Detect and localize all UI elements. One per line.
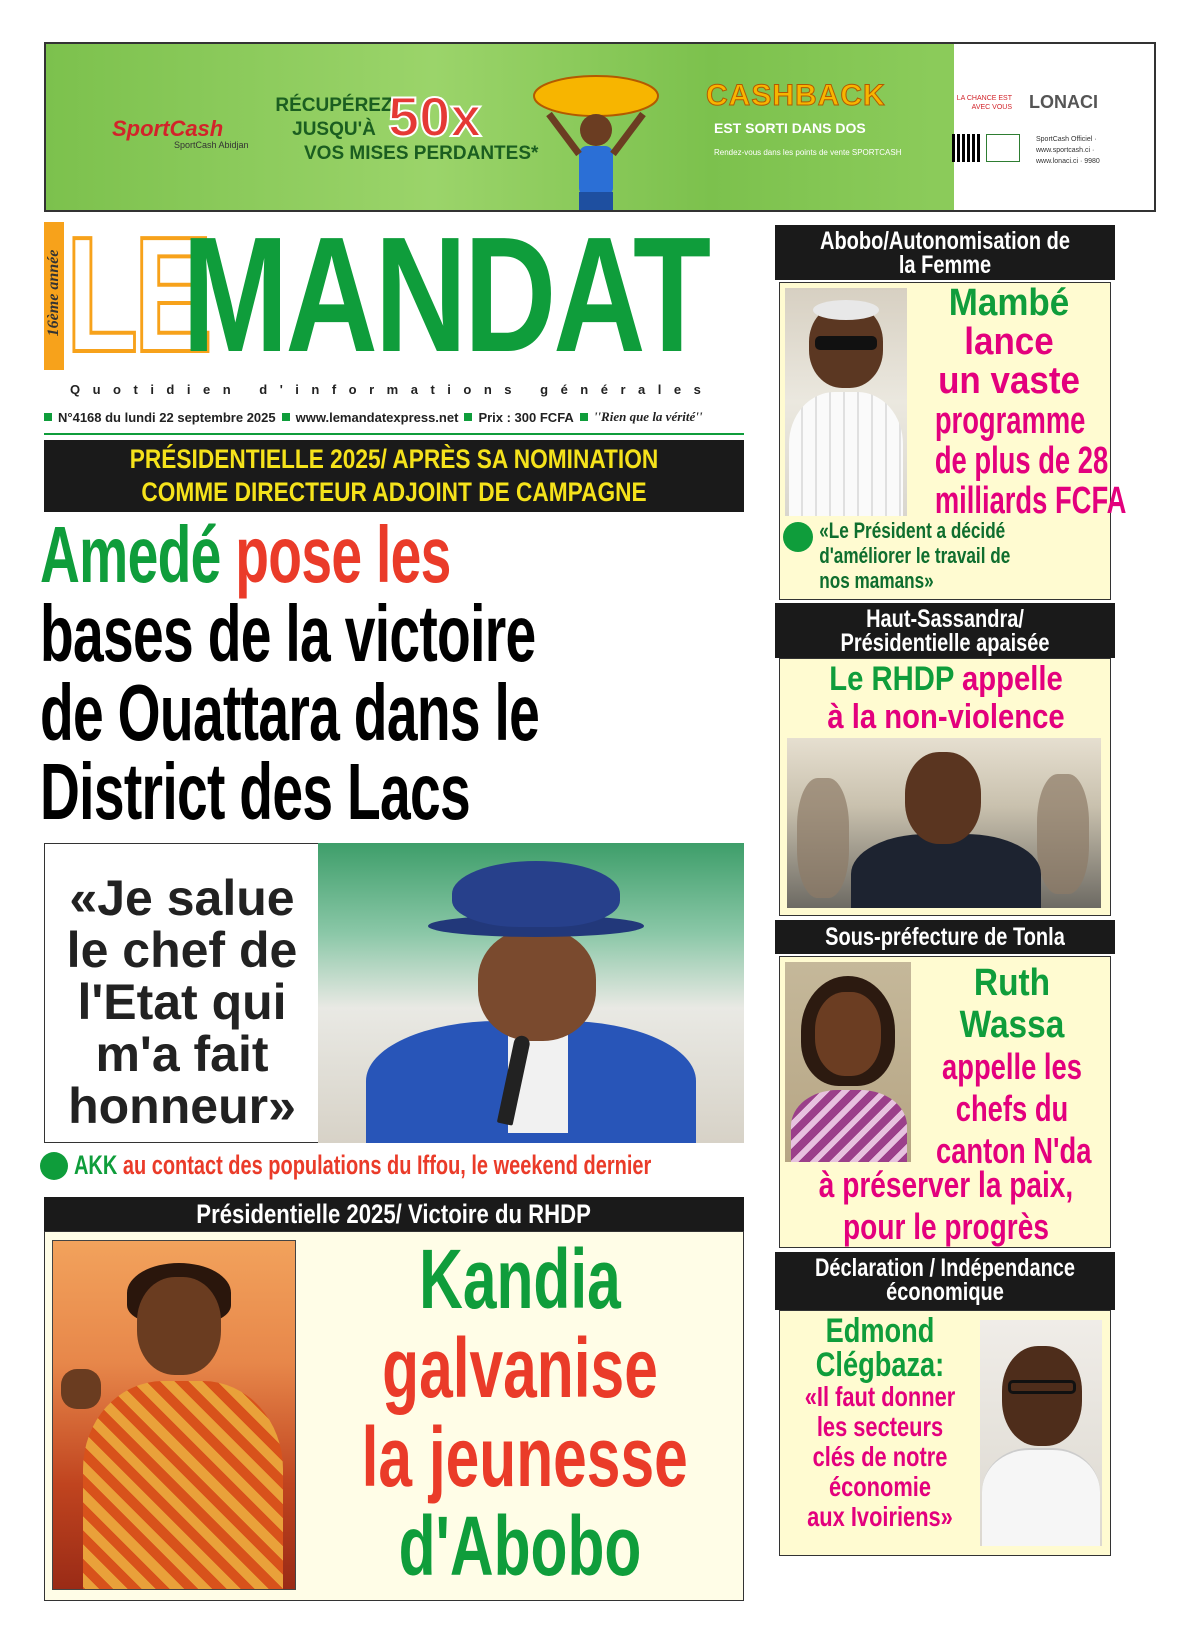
year-label: 16ème année [45,249,62,337]
ad-offer-line1: RÉCUPÉREZ [275,95,393,116]
ruth-line3: appelle les [942,1046,1082,1087]
bullet-dot-icon [40,1152,68,1180]
mambe-quote-line1: «Le Président a décidé [819,518,1006,543]
edmond-quote-line2: les secteurs [816,1411,944,1442]
bullet-square-icon [282,413,290,421]
lead-quote [52,872,312,1132]
lead-headline-line3: de Ouattara dans le [40,668,540,757]
mambe-quote-text [813,518,1010,593]
lead-quote-line2: le chef de [66,922,298,978]
akk-name: AKK [74,1150,118,1180]
photo-face [137,1277,221,1375]
photo-body [982,1448,1100,1546]
logo-mandat: MANDAT [182,203,709,386]
edmond-kicker-line2: économique [886,1278,1004,1306]
mambe-line6: milliards FCFA [934,480,1127,522]
ad-offer-line3: VOS MISES PERDANTES* [304,143,539,164]
ad-multiplier: 50x [388,85,482,148]
sunglasses-icon [815,336,877,350]
ad-mascot-image [521,74,671,212]
rhdp-headline[interactable] [781,660,1111,736]
ruth-kicker-text: Sous-préfecture de Tonla [825,923,1065,951]
ad-responsible-gaming-badge [986,134,1020,162]
edmond-photo[interactable] [980,1320,1102,1546]
edmond-kicker-line1: Déclaration / Indépendance [814,1254,1076,1282]
ruth-line6: à préserver la paix, [818,1164,1074,1205]
rhdp-kicker [775,603,1115,658]
edmond-quote-line3: clés de notre [812,1441,948,1472]
masthead-rule [44,433,744,435]
akk-rest: au contact des populations du Iffou, le weekend dernier [117,1150,652,1180]
photo-face [905,752,981,844]
ruth-photo[interactable] [785,962,911,1162]
mambe-line4: programme [934,400,1086,442]
kandia-line3: la jeunesse [361,1410,688,1504]
rhdp-line1 [804,660,1088,698]
ruth-headline[interactable] [912,962,1112,1172]
mambe-quote-line2: d'améliorer le travail de [819,543,1011,568]
mambe-line1: Mambé [948,282,1070,324]
ruth-line4: chefs du [955,1088,1069,1129]
kandia-line1: Kandia [419,1232,621,1326]
lead-headline[interactable] [40,510,756,836]
kandia-line4: d'Abobo [398,1499,642,1593]
lead-kicker-line2: COMME DIRECTEUR ADJOINT DE CAMPAGNE [141,477,647,507]
amede-photo[interactable] [318,843,744,1143]
mambe-kicker-line2: la Femme [898,251,992,279]
motto: ''Rien que la vérité'' [593,409,703,424]
issue-number: N°4168 du lundi 22 septembre 2025 [58,409,276,425]
lead-quote-line4: m'a fait [95,1026,269,1082]
kandia-kicker-text: Présidentielle 2025/ Victoire du RHDP [196,1199,592,1229]
edmond-line1: Edmond [825,1312,935,1350]
website-link[interactable]: www.lemandatexpress.net [295,409,459,425]
mambe-headline[interactable] [906,282,1127,522]
mambe-kicker-line1: Abobo/Autonomisation de [820,227,1070,255]
photo-suit [851,834,1041,908]
bullet-square-icon [464,413,472,421]
lead-quote-line1: «Je salue [69,870,295,926]
akk-subline-text [74,1150,651,1181]
ad-lonaci-logo: LONACI [1029,92,1098,112]
photo-dress [791,1090,907,1162]
lead-headline-line1 [40,510,534,599]
mambe-line2: lance [964,321,1054,363]
photo-hat [452,861,620,927]
ad-qr-code [952,134,980,162]
lead-headline-name: Amedé [40,510,221,599]
edmond-quote-line5: aux Ivoiriens» [807,1501,953,1532]
ruth-kicker [775,920,1115,954]
edmond-line2: Clégbaza: [815,1346,945,1384]
lead-headline-rest: pose les [220,510,451,599]
photo-background-person [1037,774,1089,894]
photo-hair [813,300,879,320]
lead-quote-line5: honneur» [68,1078,296,1134]
rhdp-kicker-line1: Haut-Sassandra/ [866,605,1024,633]
mambe-kicker [775,225,1115,280]
year-band [44,222,64,370]
edmond-headline[interactable] [783,1314,977,1532]
rhdp-line2: à la non-violence [827,698,1065,736]
akk-subline[interactable] [40,1150,760,1181]
kandia-line2: galvanise [382,1321,658,1415]
ruth-line1: Ruth [973,962,1051,1004]
ruth-headline-tail[interactable] [781,1164,1111,1248]
rhdp-kicker-line2: Présidentielle apaisée [840,629,1050,657]
mambe-quote-line3: nos mamans» [819,568,934,593]
bullet-square-icon [44,413,52,421]
rhdp-verb: appelle [953,660,1063,698]
lead-headline-line4: District des Lacs [40,747,471,836]
ruth-line5: canton N'da [936,1130,1092,1171]
ad-lonaci-contacts: SportCash Officiel · www.sportcash.ci · www.lonaci.ci · 9980 [1036,136,1100,165]
mambe-line5: de plus de 28 [934,440,1109,482]
kandia-headline[interactable] [300,1232,740,1593]
photo-face [478,929,596,1041]
rhdp-name: Le RHDP [829,660,954,698]
mambe-line3: un vaste [938,360,1080,402]
bullet-dot-icon [783,522,813,552]
edmond-kicker [775,1252,1115,1310]
lead-headline-line2: bases de la victoire [40,589,536,678]
ad-offer-line2: JUSQU'À [292,119,376,140]
ad-brand: SportCash [112,116,224,141]
logo-le: LE [66,203,209,386]
ruth-line2: Wassa [959,1004,1065,1046]
edmond-quote-line4: économie [829,1471,931,1502]
thumbs-up-icon [61,1369,101,1409]
kandia-photo[interactable] [52,1240,296,1590]
lead-quote-line3: l'Etat qui [77,974,287,1030]
mambe-quote [781,518,1111,593]
glasses-icon [1008,1380,1076,1394]
kandia-kicker [44,1197,744,1231]
issue-info-line [44,409,744,425]
ad-cashback-logo: CASHBACK [706,79,886,112]
ruth-line7: pour le progrès [843,1206,1049,1247]
photo-body [789,392,903,516]
ad-lonaci-slogan: LA CHANCE EST AVEC VOUS [956,95,1012,111]
ad-small-print: Rendez-vous dans les points de vente SPORTCASH [714,148,902,157]
lead-kicker-line1: PRÉSIDENTIELLE 2025/ APRÈS SA NOMINATION [129,444,659,474]
ad-banner[interactable] [44,42,1156,212]
ad-white-panel [954,44,1154,210]
photo-face [815,992,881,1076]
lead-kicker [44,440,744,512]
tagline: Quotidien d'informations générales [70,382,714,397]
photo-background-person [797,778,849,898]
price: Prix : 300 FCFA [478,409,574,425]
photo-face [1002,1346,1082,1446]
rhdp-photo[interactable] [787,738,1101,908]
bullet-square-icon [580,413,588,421]
mambe-photo[interactable] [785,288,907,516]
ad-cashback-sub: EST SORTI DANS DOS [714,120,866,136]
edmond-quote-line1: «Il faut donner [804,1381,956,1412]
ad-brand-sub: SportCash Abidjan [174,140,249,150]
photo-dress [83,1381,283,1590]
